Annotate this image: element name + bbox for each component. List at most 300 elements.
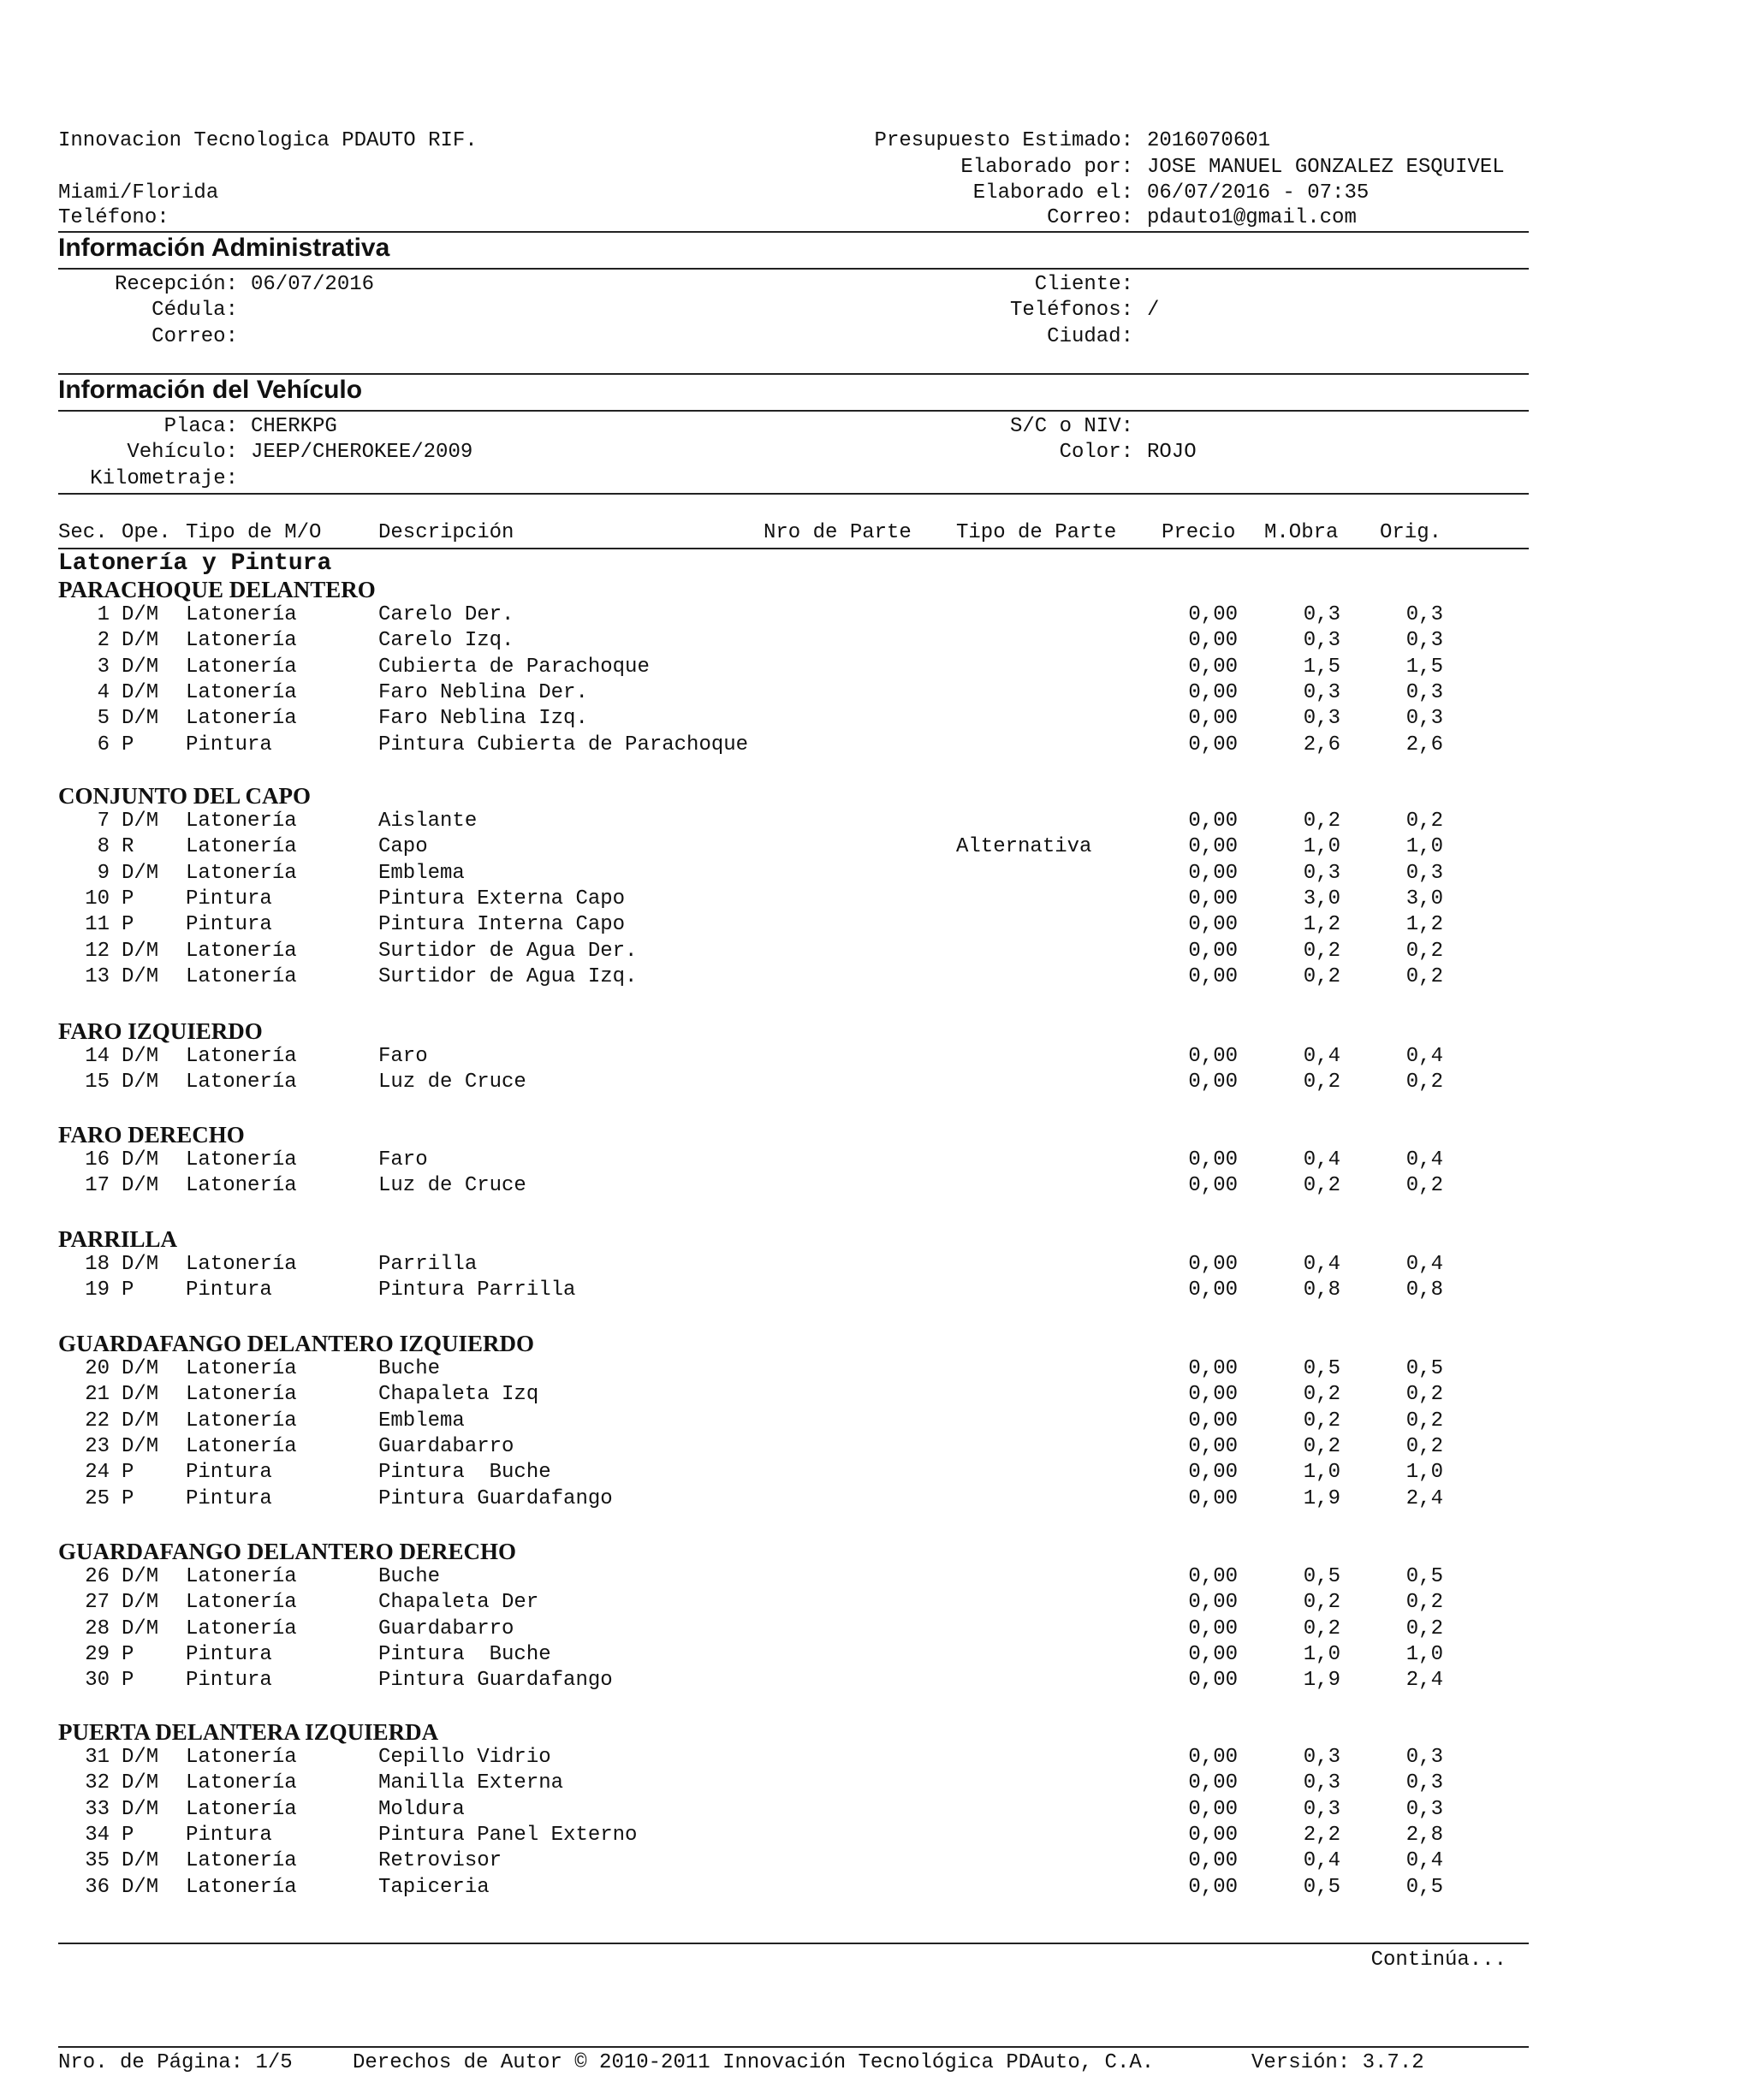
cell-labor-type: Pintura — [186, 1487, 272, 1510]
cell-sec: 18 — [85, 1253, 110, 1276]
cell-labor: 0,3 — [1303, 681, 1340, 704]
cell-ope: D/M — [122, 810, 159, 833]
cell-description: Pintura Guardafango — [378, 1487, 613, 1510]
cell-ope: D/M — [122, 1253, 159, 1276]
table-row — [0, 1434, 1753, 1460]
cell-sec: 14 — [85, 1045, 110, 1068]
cell-labor: 0,2 — [1303, 940, 1340, 963]
cell-labor: 0,2 — [1303, 1409, 1340, 1433]
cell-ope: D/M — [122, 707, 159, 730]
cell-price: 0,00 — [1188, 656, 1238, 679]
cell-price: 0,00 — [1188, 1253, 1238, 1276]
estimate-label: Presupuesto Estimado: — [874, 129, 1133, 152]
cell-labor-type: Latonería — [186, 1617, 297, 1640]
cell-price: 0,00 — [1188, 1071, 1238, 1094]
cell-original: 3,0 — [1405, 887, 1443, 911]
cell-description: Pintura Guardafango — [378, 1669, 613, 1692]
cell-description: Manilla Externa — [378, 1771, 564, 1794]
cell-original: 0,2 — [1405, 1617, 1443, 1640]
cell-ope: D/M — [122, 1409, 159, 1433]
table-row — [0, 1356, 1753, 1382]
table-row — [0, 939, 1753, 964]
cell-sec: 12 — [85, 940, 110, 963]
table-row — [0, 1797, 1753, 1823]
cell-price: 0,00 — [1188, 1357, 1238, 1380]
cell-price: 0,00 — [1188, 1435, 1238, 1458]
cell-labor-type: Latonería — [186, 1798, 297, 1821]
cell-sec: 31 — [85, 1746, 110, 1769]
cell-description: Pintura Interna Capo — [378, 913, 626, 936]
cell-description: Cepillo Vidrio — [378, 1746, 551, 1769]
cell-labor-type: Pintura — [186, 1824, 272, 1847]
cell-labor: 0,4 — [1303, 1849, 1340, 1872]
cell-description: Buche — [378, 1565, 441, 1588]
version: Versión: 3.7.2 — [1251, 2051, 1424, 2074]
cell-ope: D/M — [122, 681, 159, 704]
phones-label: Teléfonos: — [1009, 299, 1133, 322]
cell-sec: 22 — [85, 1409, 110, 1433]
cell-ope: D/M — [122, 1148, 159, 1172]
cell-description: Pintura Panel Externo — [378, 1824, 638, 1847]
cell-original: 0,5 — [1405, 1876, 1443, 1899]
cell-description: Luz de Cruce — [378, 1071, 526, 1094]
mileage-label: Kilometraje: — [90, 467, 238, 490]
table-row — [0, 655, 1753, 680]
cell-sec: 29 — [85, 1643, 110, 1666]
cell-description: Retrovisor — [378, 1849, 502, 1872]
cell-ope: D/M — [122, 1174, 159, 1197]
cell-ope: P — [122, 733, 134, 756]
table-row — [0, 628, 1753, 654]
cell-labor-type: Pintura — [186, 887, 272, 911]
cell-original: 0,2 — [1405, 1435, 1443, 1458]
group-title: FARO IZQUIERDO — [58, 1018, 263, 1044]
table-row — [0, 1823, 1753, 1848]
cell-description: Guardabarro — [378, 1617, 514, 1640]
cell-labor: 1,9 — [1303, 1487, 1340, 1510]
cell-original: 0,5 — [1405, 1357, 1443, 1380]
cell-labor-type: Latonería — [186, 1174, 297, 1197]
cell-price: 0,00 — [1188, 1487, 1238, 1510]
cell-original: 0,3 — [1405, 862, 1443, 885]
cell-sec: 21 — [85, 1383, 110, 1406]
cell-labor-type: Latonería — [186, 1876, 297, 1899]
cell-sec: 16 — [85, 1148, 110, 1172]
cell-description: Faro — [378, 1045, 428, 1068]
cell-labor-type: Latonería — [186, 1409, 297, 1433]
cell-labor: 0,5 — [1303, 1357, 1340, 1380]
cell-ope: D/M — [122, 1357, 159, 1380]
cell-description: Parrilla — [378, 1253, 478, 1276]
col-ope-header: Ope. — [122, 521, 171, 544]
group-title: PARRILLA — [58, 1226, 178, 1252]
cell-original: 0,4 — [1405, 1045, 1443, 1068]
cell-labor: 2,6 — [1303, 733, 1340, 756]
id-label: Cédula: — [152, 299, 238, 322]
cell-original: 0,5 — [1405, 1565, 1443, 1588]
table-row — [0, 1590, 1753, 1616]
cell-labor: 1,0 — [1303, 1461, 1340, 1484]
cell-original: 2,8 — [1405, 1824, 1443, 1847]
cell-labor-type: Pintura — [186, 1278, 272, 1302]
group-title: FARO DERECHO — [58, 1122, 245, 1148]
cell-original: 1,0 — [1405, 1461, 1443, 1484]
table-row — [0, 1564, 1753, 1590]
cell-ope: P — [122, 1669, 134, 1692]
cell-price: 0,00 — [1188, 835, 1238, 858]
cell-labor: 0,8 — [1303, 1278, 1340, 1302]
cell-ope: D/M — [122, 629, 159, 652]
cell-price: 0,00 — [1188, 1617, 1238, 1640]
cell-labor: 0,3 — [1303, 1771, 1340, 1794]
cell-description: Pintura Buche — [378, 1643, 551, 1666]
cell-labor-type: Latonería — [186, 1357, 297, 1380]
cell-sec: 34 — [85, 1824, 110, 1847]
cell-labor-type: Pintura — [186, 733, 272, 756]
cell-original: 0,4 — [1405, 1849, 1443, 1872]
cell-price: 0,00 — [1188, 887, 1238, 911]
cell-labor: 1,9 — [1303, 1669, 1340, 1692]
col-type-header: Tipo de M/O — [186, 521, 322, 544]
city-label: Ciudad: — [1047, 325, 1133, 348]
cell-price: 0,00 — [1188, 1643, 1238, 1666]
col-description-header: Descripción — [378, 521, 514, 544]
table-row — [0, 1044, 1753, 1070]
cell-ope: D/M — [122, 656, 159, 679]
cell-original: 0,2 — [1405, 1383, 1443, 1406]
cell-price: 0,00 — [1188, 810, 1238, 833]
cell-sec: 6 — [97, 733, 110, 756]
cell-labor: 0,2 — [1303, 965, 1340, 988]
cell-description: Guardabarro — [378, 1435, 514, 1458]
color-value: ROJO — [1147, 441, 1197, 464]
cell-original: 0,2 — [1405, 810, 1443, 833]
cell-original: 0,3 — [1405, 629, 1443, 652]
company-name: Innovacion Tecnologica PDAUTO RIF. — [58, 129, 478, 152]
cell-sec: 5 — [97, 707, 110, 730]
cell-labor-type: Latonería — [186, 965, 297, 988]
cell-ope: D/M — [122, 940, 159, 963]
cell-sec: 4 — [97, 681, 110, 704]
cell-price: 0,00 — [1188, 940, 1238, 963]
cell-original: 0,3 — [1405, 1771, 1443, 1794]
cell-ope: D/M — [122, 1771, 159, 1794]
cell-original: 0,2 — [1405, 1174, 1443, 1197]
table-row — [0, 964, 1753, 990]
cell-price: 0,00 — [1188, 681, 1238, 704]
cell-price: 0,00 — [1188, 1148, 1238, 1172]
cell-sec: 35 — [85, 1849, 110, 1872]
cell-labor: 0,2 — [1303, 1591, 1340, 1614]
cell-ope: D/M — [122, 1617, 159, 1640]
divider — [58, 268, 1529, 270]
cell-price: 0,00 — [1188, 1591, 1238, 1614]
cell-labor-type: Latonería — [186, 1045, 297, 1068]
vin-label: S/C o NIV: — [1009, 415, 1133, 438]
cell-description: Luz de Cruce — [378, 1174, 526, 1197]
cell-original: 0,3 — [1405, 1798, 1443, 1821]
cell-price: 0,00 — [1188, 1824, 1238, 1847]
cell-original: 0,3 — [1405, 707, 1443, 730]
made-on-label: Elaborado el: — [972, 181, 1133, 205]
col-original-header: Orig. — [1380, 521, 1442, 544]
table-row — [0, 706, 1753, 732]
admin-email-label: Correo: — [152, 325, 238, 348]
made-on-value: 06/07/2016 - 07:35 — [1147, 181, 1370, 205]
cell-labor-type: Latonería — [186, 656, 297, 679]
cell-ope: D/M — [122, 1849, 159, 1872]
cell-sec: 10 — [85, 887, 110, 911]
cell-price: 0,00 — [1188, 1798, 1238, 1821]
table-row — [0, 1148, 1753, 1173]
cell-sec: 9 — [97, 862, 110, 885]
cell-sec: 13 — [85, 965, 110, 988]
cell-labor: 0,5 — [1303, 1565, 1340, 1588]
client-label: Cliente: — [1034, 273, 1133, 296]
cell-description: Carelo Der. — [378, 603, 514, 626]
cell-ope: P — [122, 1461, 134, 1484]
cell-labor-type: Latonería — [186, 1383, 297, 1406]
cell-price: 0,00 — [1188, 707, 1238, 730]
cell-ope: D/M — [122, 1876, 159, 1899]
cell-price: 0,00 — [1188, 629, 1238, 652]
cell-original: 0,4 — [1405, 1253, 1443, 1276]
cell-labor-type: Pintura — [186, 1461, 272, 1484]
cell-price: 0,00 — [1188, 1174, 1238, 1197]
divider — [58, 493, 1529, 495]
cell-price: 0,00 — [1188, 1565, 1238, 1588]
cell-labor-type: Latonería — [186, 862, 297, 885]
col-labor-header: M.Obra — [1264, 521, 1339, 544]
reception-label: Recepción: — [114, 273, 238, 296]
cell-labor-type: Latonería — [186, 1746, 297, 1769]
col-sec-header: Sec. — [58, 521, 108, 544]
cell-description: Cubierta de Parachoque — [378, 656, 650, 679]
divider — [58, 548, 1529, 549]
cell-ope: D/M — [122, 1071, 159, 1094]
made-by-label: Elaborado por: — [960, 156, 1133, 179]
divider — [58, 1943, 1529, 1944]
cell-labor: 0,2 — [1303, 810, 1340, 833]
divider — [58, 2046, 1529, 2048]
cell-original: 0,2 — [1405, 940, 1443, 963]
cell-price: 0,00 — [1188, 913, 1238, 936]
cell-original: 0,3 — [1405, 1746, 1443, 1769]
cell-ope: P — [122, 1487, 134, 1510]
cell-ope: P — [122, 1824, 134, 1847]
vehicle-section-title: Información del Vehículo — [58, 376, 363, 404]
cell-labor-type: Latonería — [186, 1849, 297, 1872]
table-row — [0, 1875, 1753, 1901]
cell-labor: 0,2 — [1303, 1435, 1340, 1458]
cell-price: 0,00 — [1188, 1278, 1238, 1302]
cell-sec: 25 — [85, 1487, 110, 1510]
reception-value: 06/07/2016 — [251, 273, 375, 296]
cell-labor: 0,3 — [1303, 1746, 1340, 1769]
cell-labor-type: Latonería — [186, 707, 297, 730]
cell-labor: 0,4 — [1303, 1148, 1340, 1172]
table-row — [0, 1409, 1753, 1434]
cell-labor-type: Latonería — [186, 629, 297, 652]
cell-sec: 11 — [85, 913, 110, 936]
cell-sec: 17 — [85, 1174, 110, 1197]
made-by-value: JOSE MANUEL GONZALEZ ESQUIVEL — [1147, 156, 1505, 179]
cell-sec: 24 — [85, 1461, 110, 1484]
cell-original: 0,2 — [1405, 1071, 1443, 1094]
cell-ope: D/M — [122, 1045, 159, 1068]
cell-sec: 23 — [85, 1435, 110, 1458]
cell-description: Pintura Cubierta de Parachoque — [378, 733, 749, 756]
cell-sec: 20 — [85, 1357, 110, 1380]
cell-labor: 1,0 — [1303, 1643, 1340, 1666]
cell-sec: 8 — [97, 835, 110, 858]
table-row — [0, 1642, 1753, 1668]
cell-original: 1,5 — [1405, 656, 1443, 679]
cell-labor-type: Latonería — [186, 1591, 297, 1614]
cell-description: Faro Neblina Der. — [378, 681, 588, 704]
category-title: Latonería y Pintura — [58, 550, 332, 577]
cell-labor: 0,4 — [1303, 1253, 1340, 1276]
cell-labor: 0,3 — [1303, 603, 1340, 626]
cell-price: 0,00 — [1188, 1461, 1238, 1484]
table-row — [0, 1070, 1753, 1095]
company-city: Miami/Florida — [58, 181, 219, 205]
copyright: Derechos de Autor © 2010-2011 Innovación Tecnológica PDAuto, C.A. — [353, 2051, 1155, 2074]
cell-labor: 0,3 — [1303, 1798, 1340, 1821]
cell-ope: D/M — [122, 603, 159, 626]
cell-description: Chapaleta Izq — [378, 1383, 539, 1406]
cell-labor: 1,5 — [1303, 656, 1340, 679]
cell-ope: D/M — [122, 1383, 159, 1406]
divider — [58, 410, 1529, 412]
cell-ope: D/M — [122, 1798, 159, 1821]
cell-ope: D/M — [122, 1746, 159, 1769]
email-value: pdauto1@gmail.com — [1147, 206, 1357, 229]
table-row — [0, 602, 1753, 628]
cell-original: 1,0 — [1405, 835, 1443, 858]
cell-ope: P — [122, 1643, 134, 1666]
cell-labor-type: Latonería — [186, 1253, 297, 1276]
cell-ope: D/M — [122, 1565, 159, 1588]
plate-label: Placa: — [163, 415, 238, 438]
cell-labor: 1,0 — [1303, 835, 1340, 858]
cell-price: 0,00 — [1188, 1045, 1238, 1068]
group-title: PUERTA DELANTERA IZQUIERDA — [58, 1719, 439, 1745]
cell-labor: 0,3 — [1303, 707, 1340, 730]
cell-ope: P — [122, 887, 134, 911]
cell-original: 0,3 — [1405, 603, 1443, 626]
cell-original: 0,8 — [1405, 1278, 1443, 1302]
cell-original: 0,3 — [1405, 681, 1443, 704]
email-label: Correo: — [1047, 206, 1133, 229]
col-part-type-header: Tipo de Parte — [956, 521, 1117, 544]
cell-description: Buche — [378, 1357, 441, 1380]
cell-original: 0,2 — [1405, 1591, 1443, 1614]
cell-sec: 28 — [85, 1617, 110, 1640]
cell-labor: 1,2 — [1303, 913, 1340, 936]
cell-price: 0,00 — [1188, 1409, 1238, 1433]
group-title: GUARDAFANGO DELANTERO DERECHO — [58, 1539, 517, 1564]
cell-labor-type: Latonería — [186, 1148, 297, 1172]
table-row — [0, 1486, 1753, 1512]
cell-labor-type: Pintura — [186, 1643, 272, 1666]
table-row — [0, 1617, 1753, 1642]
table-row — [0, 861, 1753, 887]
cell-description: Surtidor de Agua Der. — [378, 940, 638, 963]
cell-price: 0,00 — [1188, 1383, 1238, 1406]
cell-price: 0,00 — [1188, 603, 1238, 626]
cell-part-type: Alternativa — [956, 835, 1092, 858]
cell-price: 0,00 — [1188, 1849, 1238, 1872]
cell-description: Tapiceria — [378, 1876, 490, 1899]
cell-description: Pintura Buche — [378, 1461, 551, 1484]
cell-ope: R — [122, 835, 134, 858]
table-row — [0, 1460, 1753, 1486]
cell-labor: 0,5 — [1303, 1876, 1340, 1899]
cell-labor: 0,2 — [1303, 1071, 1340, 1094]
cell-price: 0,00 — [1188, 1746, 1238, 1769]
cell-labor: 0,4 — [1303, 1045, 1340, 1068]
estimate-value: 2016070601 — [1147, 129, 1271, 152]
cell-labor: 0,3 — [1303, 629, 1340, 652]
cell-sec: 36 — [85, 1876, 110, 1899]
continues-label: Continúa... — [1370, 1949, 1506, 1972]
cell-sec: 27 — [85, 1591, 110, 1614]
vehicle-value: JEEP/CHEROKEE/2009 — [251, 441, 473, 464]
cell-description: Surtidor de Agua Izq. — [378, 965, 638, 988]
cell-original: 2,4 — [1405, 1669, 1443, 1692]
phones-value: / — [1147, 299, 1160, 322]
cell-original: 1,0 — [1405, 1643, 1443, 1666]
cell-labor-type: Latonería — [186, 603, 297, 626]
cell-labor-type: Latonería — [186, 681, 297, 704]
cell-ope: D/M — [122, 862, 159, 885]
cell-description: Capo — [378, 835, 428, 858]
group-title: CONJUNTO DEL CAPO — [58, 783, 312, 809]
table-row — [0, 1252, 1753, 1278]
cell-description: Emblema — [378, 1409, 465, 1433]
table-header — [0, 520, 1753, 546]
cell-original: 0,2 — [1405, 1409, 1443, 1433]
cell-sec: 30 — [85, 1669, 110, 1692]
group-title: PARACHOQUE DELANTERO — [58, 577, 376, 602]
table-row — [0, 887, 1753, 912]
cell-ope: D/M — [122, 1591, 159, 1614]
cell-description: Pintura Externa Capo — [378, 887, 626, 911]
group-title: GUARDAFANGO DELANTERO IZQUIERDO — [58, 1331, 535, 1356]
table-row — [0, 834, 1753, 860]
cell-sec: 2 — [97, 629, 110, 652]
table-row — [0, 1668, 1753, 1694]
table-row — [0, 680, 1753, 706]
table-row — [0, 1278, 1753, 1303]
cell-sec: 26 — [85, 1565, 110, 1588]
cell-labor: 2,2 — [1303, 1824, 1340, 1847]
table-row — [0, 809, 1753, 834]
cell-description: Chapaleta Der — [378, 1591, 539, 1614]
cell-sec: 7 — [97, 810, 110, 833]
table-row — [0, 1848, 1753, 1874]
cell-price: 0,00 — [1188, 733, 1238, 756]
table-row — [0, 1771, 1753, 1796]
cell-description: Emblema — [378, 862, 465, 885]
cell-sec: 33 — [85, 1798, 110, 1821]
cell-labor-type: Pintura — [186, 913, 272, 936]
cell-ope: D/M — [122, 965, 159, 988]
cell-labor-type: Latonería — [186, 940, 297, 963]
table-row — [0, 733, 1753, 758]
cell-sec: 1 — [97, 603, 110, 626]
